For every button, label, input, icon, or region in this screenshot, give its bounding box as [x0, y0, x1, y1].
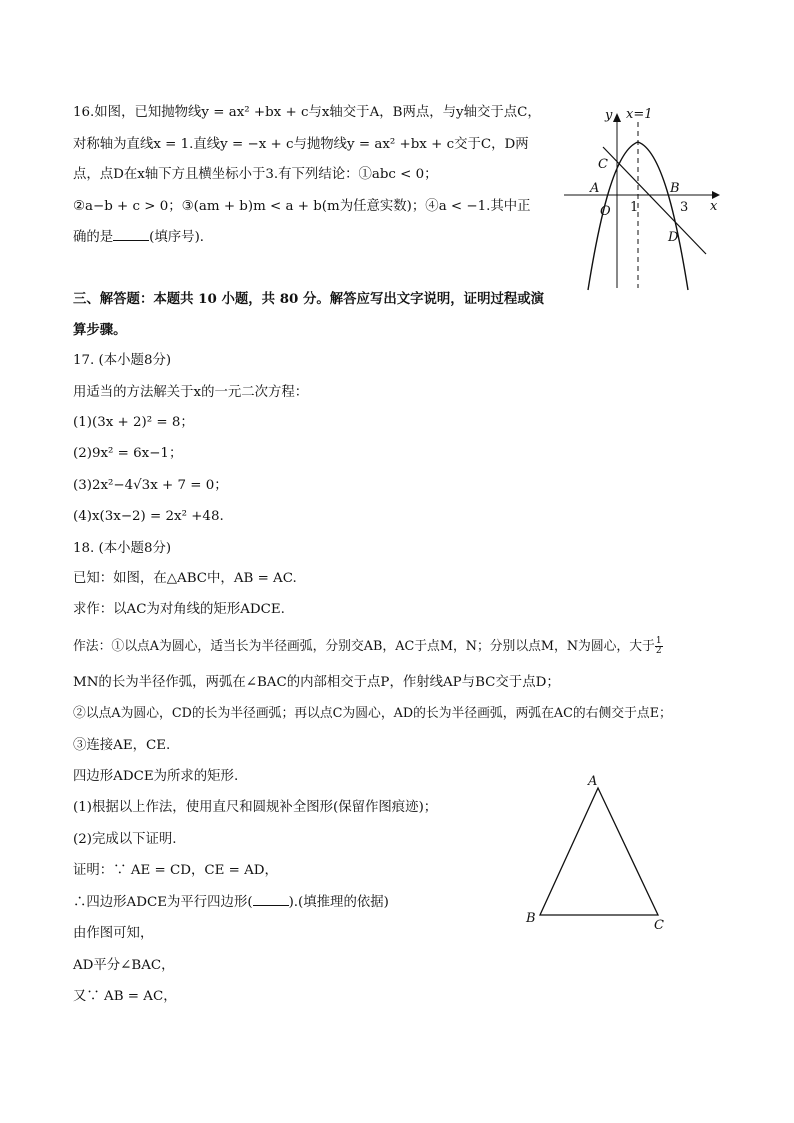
q18-task-1: (1)根据以上作法，使用直尺和圆规补全图形(保留作图痕迹)； [73, 800, 438, 815]
q16-answer-blank[interactable] [113, 228, 149, 241]
triangle-abc [540, 788, 658, 915]
q18-header: 18. (本小题8分) [73, 541, 172, 556]
q17-header: 17. (本小题8分) [73, 353, 172, 368]
q18-proof-5: 又∵ AB = AC， [73, 989, 177, 1004]
label-point-b: B [670, 181, 680, 196]
q18-proof-3: 由作图可知， [73, 926, 154, 941]
label-y-axis: y [605, 108, 613, 123]
q17-item-1: (1)(3x + 2)² = 8； [73, 415, 194, 430]
triangle-figure [520, 770, 680, 935]
q18-method-1 [73, 637, 663, 656]
q18-proof-2-post: ).(填推理的依据) [288, 895, 389, 910]
q18-task-2: (2)完成以下证明. [73, 832, 177, 847]
q16-line-4: ②a−b + c > 0；③(am + b)m < a + b(m为任意实数)；④a < −1.其中正 [73, 199, 531, 214]
q18-method-3: ③连接AE，CE. [73, 738, 171, 753]
q16-answer-suffix: (填序号)． [149, 230, 214, 245]
q18-proof-1: 证明：∵ AE = CD，CE = AD， [73, 863, 278, 878]
q18-find: 求作：以AC为对角线的矩形ADCE. [73, 602, 285, 617]
label-point-d: D [668, 230, 679, 245]
triangle-label-c: C [654, 918, 664, 933]
line-y-neg-x-plus-c [603, 147, 706, 254]
q18-result: 四边形ADCE为所求的矩形. [73, 769, 239, 784]
triangle-label-a: A [588, 774, 598, 789]
q18-method-1-text: 作法：①以点A为圆心，适当长为半径画弧，分别交AB，AC于点M，N；分别以点M，N为圆心，大于 [73, 639, 655, 654]
parabola-figure [560, 100, 730, 295]
label-point-a: A [590, 181, 600, 196]
label-x-axis: x [710, 199, 718, 214]
triangle-label-b: B [526, 911, 536, 926]
q18-given: 已知：如图，在△ABC中，AB = AC. [73, 571, 297, 586]
label-tick-3: 3 [680, 200, 689, 215]
q16-line-3: 点，点D在x轴下方且横坐标小于3.有下列结论：①abc < 0； [73, 167, 438, 182]
q18-method-2: ②以点A为圆心，CD的长为半径画弧；再以点C为圆心，AD的长为半径画弧，两弧在AC的右侧交于点E； [73, 706, 672, 721]
q16-line-5 [73, 228, 213, 247]
q18-proof-2 [73, 893, 389, 912]
q18-reason-blank[interactable] [253, 893, 289, 906]
label-tick-1: 1 [630, 200, 639, 215]
q17-item-3: (3)2x²−4√3x + 7 = 0； [73, 478, 228, 493]
section3-heading-2: 算步骤。 [73, 322, 127, 338]
section3-heading-1: 三、解答题：本题共 10 小题，共 80 分。解答应写出文字说明，证明过程或演 [73, 291, 545, 307]
q16-line-1: 16.如图，已知抛物线y = ax² +bx + c与x轴交于A，B两点，与y轴交于点C， [73, 105, 541, 120]
q18-proof-4: AD平分∠BAC， [73, 958, 175, 973]
label-symmetry: x=1 [626, 107, 653, 122]
label-point-c: C [598, 157, 608, 172]
x-axis-arrow [712, 191, 720, 199]
q16-answer-prefix: 确的是 [73, 230, 114, 245]
label-origin: O [600, 204, 611, 219]
q17-item-4: (4)x(3x−2) = 2x² +48. [73, 509, 224, 524]
q18-proof-2-pre: ∴四边形ADCE为平行四边形( [73, 895, 253, 910]
fraction-one-half: $\frac{1}{2}$ [655, 636, 662, 656]
y-axis-arrow [613, 113, 621, 122]
q18-method-1-cont: MN的长为半径作弧，两弧在∠BAC的内部相交于点P，作射线AP与BC交于点D； [73, 675, 560, 690]
q17-intro: 用适当的方法解关于x的一元二次方程： [73, 385, 309, 400]
q17-item-2: (2)9x² = 6x−1； [73, 446, 183, 461]
q16-line-2: 对称轴为直线x = 1.直线y = −x + c与抛物线y = ax² +bx + c交于C，D两 [73, 137, 529, 152]
